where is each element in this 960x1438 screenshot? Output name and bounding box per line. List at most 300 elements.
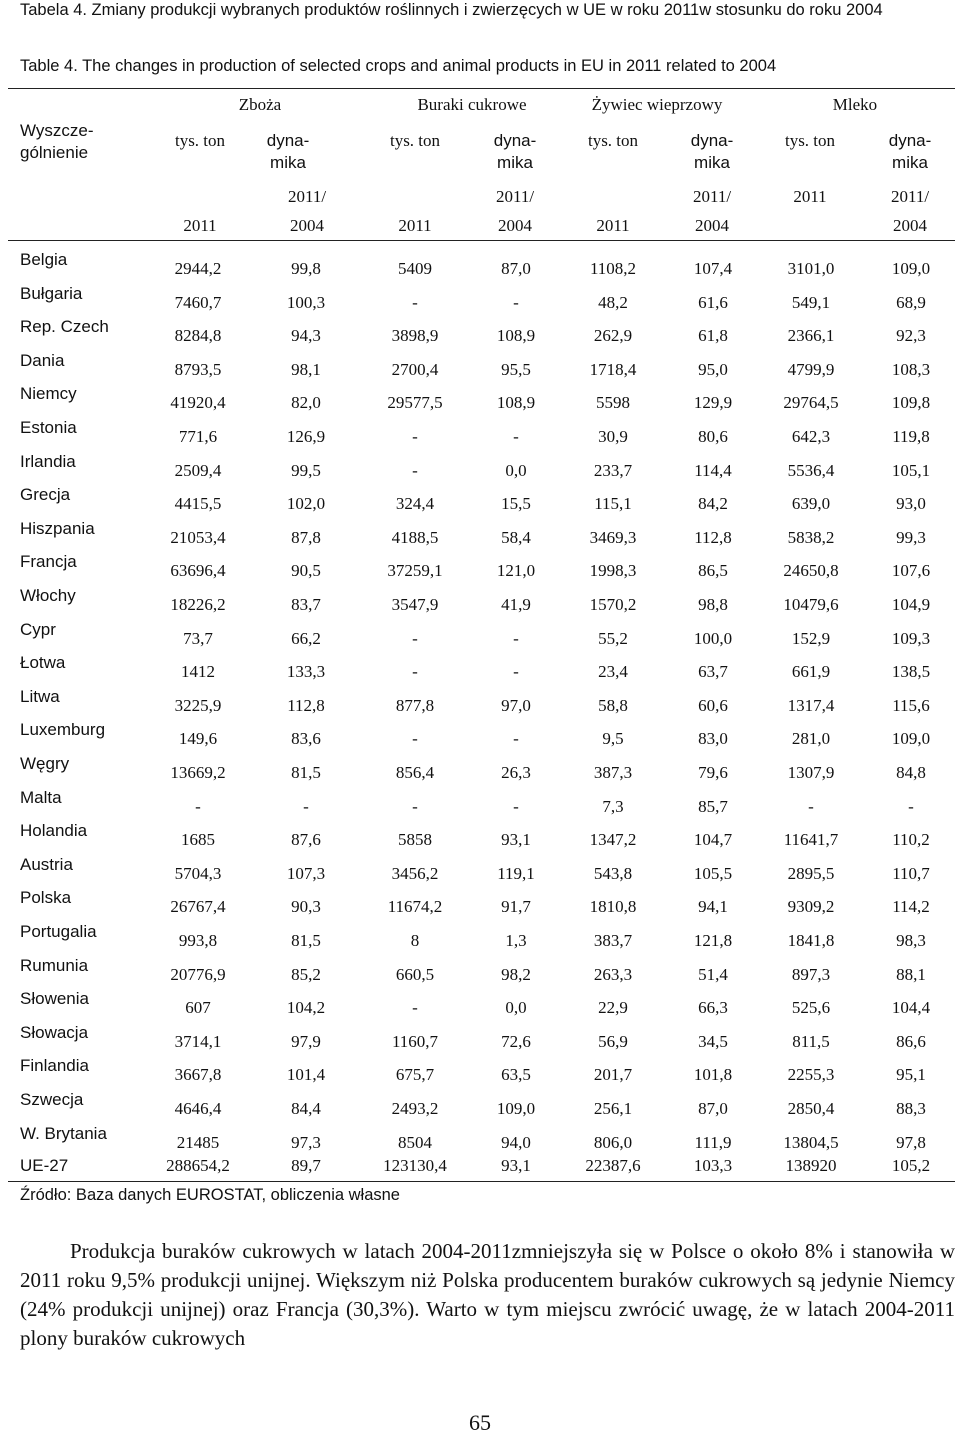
row-value: 66,2	[291, 629, 321, 648]
row-value: -	[908, 797, 914, 816]
table-row	[0, 788, 960, 821]
row-country: Rep. Czech	[20, 317, 109, 336]
row-value: 109,8	[891, 393, 931, 412]
year-ratio-bottom: 2004	[290, 216, 324, 235]
row-value: 114,2	[892, 897, 930, 916]
row-value: 26,3	[501, 763, 531, 782]
row-value: 104,9	[891, 595, 931, 614]
row-value: 263,3	[593, 965, 633, 984]
table-bottom-rule	[8, 1181, 955, 1182]
row-value: -	[513, 629, 519, 648]
row-value: 121,8	[693, 931, 733, 950]
row-value: 607	[185, 998, 211, 1017]
row-value: 101,8	[693, 1065, 733, 1084]
row-value: 897,3	[791, 965, 831, 984]
row-value: 63,7	[698, 662, 728, 681]
row-value: 133,3	[286, 662, 326, 681]
row-value: 642,3	[791, 427, 831, 446]
row-value: 7460,7	[174, 293, 222, 312]
row-value: 21053,4	[170, 528, 226, 547]
row-value: 4646,4	[174, 1099, 222, 1118]
row-country: Litwa	[20, 687, 60, 706]
year-label: 2011	[398, 216, 432, 235]
table-row	[0, 653, 960, 686]
row-value: 109,0	[496, 1099, 536, 1118]
row-value: 105,1	[891, 461, 931, 480]
row-value: 115,1	[594, 494, 632, 513]
row-value: 129,9	[693, 393, 733, 412]
row-value: 4799,9	[787, 360, 835, 379]
row-value: 1108,2	[589, 259, 637, 278]
row-value: 86,5	[698, 561, 728, 580]
year-ratio-top: 2011/	[692, 187, 732, 206]
row-value: 8	[410, 931, 420, 950]
year-ratio-bottom: 2004	[695, 216, 729, 235]
row-value: 84,4	[291, 1099, 321, 1118]
row-value: 1317,4	[787, 696, 835, 715]
row-country: Bułgaria	[20, 284, 83, 303]
year-ratio-bottom: 2004	[893, 216, 927, 235]
row-value: 37259,1	[387, 561, 443, 580]
row-value: 1,3	[505, 931, 527, 950]
row-value: 111,9	[694, 1133, 732, 1152]
table-row	[0, 586, 960, 619]
row-value: 22,9	[598, 998, 628, 1017]
row-country: Włochy	[20, 586, 76, 605]
row-value: -	[412, 662, 418, 681]
row-value: 3225,9	[174, 696, 222, 715]
row-value: 9,5	[602, 729, 624, 748]
row-value: 23,4	[598, 662, 628, 681]
table-row	[0, 384, 960, 417]
row-value: 61,6	[698, 293, 728, 312]
row-country: Luxemburg	[20, 720, 106, 739]
row-value: 29764,5	[783, 393, 839, 412]
table-top-rule	[8, 88, 955, 89]
row-value: 85,2	[291, 965, 321, 984]
row-value: 5838,2	[787, 528, 835, 547]
row-value: 123130,4	[383, 1156, 447, 1175]
subheader-tys-ton: tys. ton	[784, 131, 836, 150]
row-country: Portugalia	[20, 922, 97, 941]
row-value: 58,8	[598, 696, 628, 715]
row-value: 10479,6	[783, 595, 839, 614]
row-value: 115,6	[892, 696, 930, 715]
row-value: 2509,4	[174, 461, 222, 480]
header-label: Wyszcze- gólnienie	[20, 121, 94, 162]
row-value: 94,3	[291, 326, 321, 345]
row-value: 91,7	[501, 897, 531, 916]
row-value: 95,5	[501, 360, 531, 379]
row-value: 119,8	[892, 427, 930, 446]
row-value: 73,7	[183, 629, 213, 648]
row-value: 93,1	[501, 830, 531, 849]
row-value: 66,3	[698, 998, 728, 1017]
row-value: 5858	[398, 830, 432, 849]
row-value: 97,8	[896, 1133, 926, 1152]
row-value: -	[513, 662, 519, 681]
table-row	[0, 720, 960, 753]
table-row	[0, 754, 960, 787]
row-value: 98,3	[896, 931, 926, 950]
header-rule	[8, 240, 955, 241]
row-value: 41,9	[501, 595, 531, 614]
row-value: 81,5	[291, 931, 321, 950]
row-value: -	[513, 293, 519, 312]
row-country: Polska	[20, 888, 72, 907]
row-value: 324,4	[395, 494, 435, 513]
row-value: -	[412, 729, 418, 748]
row-value: 138,5	[891, 662, 931, 681]
row-value: 29577,5	[387, 393, 443, 412]
table-row	[0, 1056, 960, 1089]
row-value: 8793,5	[174, 360, 222, 379]
row-value: 660,5	[395, 965, 435, 984]
row-value: 2850,4	[787, 1099, 835, 1118]
row-country: Estonia	[20, 418, 77, 437]
row-value: -	[513, 427, 519, 446]
row-country: Holandia	[20, 821, 88, 840]
subheader-tys-ton: tys. ton	[174, 131, 226, 150]
group-header-cereals: Zboża	[238, 95, 282, 114]
row-value: 104,7	[693, 830, 733, 849]
body-paragraph	[20, 1237, 955, 1353]
row-country: Dania	[20, 351, 65, 370]
row-value: 1307,9	[787, 763, 835, 782]
row-value: 1347,2	[589, 830, 637, 849]
row-value: 90,5	[291, 561, 321, 580]
row-value: 675,7	[395, 1065, 435, 1084]
row-value: 5409	[398, 259, 432, 278]
row-value: -	[412, 797, 418, 816]
row-value: 806,0	[593, 1133, 633, 1152]
table-row	[0, 250, 960, 283]
row-value: 95,0	[698, 360, 728, 379]
row-value: 84,2	[698, 494, 728, 513]
row-country: W. Brytania	[20, 1124, 107, 1143]
row-value: 3456,2	[391, 864, 439, 883]
row-value: 80,6	[698, 427, 728, 446]
row-value: 88,1	[896, 965, 926, 984]
row-country: Belgia	[20, 250, 68, 269]
row-value: 90,3	[291, 897, 321, 916]
row-country: Słowenia	[20, 989, 89, 1008]
row-country: Malta	[20, 788, 62, 807]
row-country: Finlandia	[20, 1056, 89, 1075]
row-country: Grecja	[20, 485, 71, 504]
row-value: 97,0	[501, 696, 531, 715]
row-value: 288654,2	[166, 1156, 230, 1175]
row-value: 5598	[596, 393, 630, 412]
row-value: 13804,5	[783, 1133, 839, 1152]
row-country: Cypr	[20, 620, 56, 639]
table-row	[0, 317, 960, 350]
table-row	[0, 519, 960, 552]
row-value: -	[808, 797, 814, 816]
row-value: 18226,2	[170, 595, 226, 614]
row-value: 0,0	[505, 998, 527, 1017]
row-value: 152,9	[791, 629, 831, 648]
row-value: 1570,2	[589, 595, 637, 614]
row-value: 56,9	[598, 1032, 628, 1051]
year-label: 2011	[793, 187, 827, 206]
row-value: 110,7	[892, 864, 930, 883]
row-value: -	[412, 461, 418, 480]
row-value: 1718,4	[589, 360, 637, 379]
row-value: 9309,2	[787, 897, 835, 916]
subheader-dynamika: dyna- mika	[493, 131, 537, 172]
row-value: 41920,4	[170, 393, 226, 412]
page-number: 65	[469, 1410, 491, 1435]
row-country: Hiszpania	[20, 519, 95, 538]
row-value: -	[412, 998, 418, 1017]
row-value: 93,0	[896, 494, 926, 513]
row-value: 13669,2	[170, 763, 226, 782]
row-value: 108,9	[496, 326, 536, 345]
subheader-tys-ton: tys. ton	[587, 131, 639, 150]
row-value: 201,7	[593, 1065, 633, 1084]
row-value: 85,7	[698, 797, 728, 816]
row-value: 771,6	[178, 427, 218, 446]
table-row	[0, 1090, 960, 1123]
row-value: 58,4	[501, 528, 531, 547]
row-value: 103,3	[693, 1156, 733, 1175]
row-value: 1685	[181, 830, 215, 849]
row-value: 83,0	[698, 729, 728, 748]
row-value: 4188,5	[391, 528, 439, 547]
table-row	[0, 956, 960, 989]
row-value: 63,5	[501, 1065, 531, 1084]
table-row	[0, 552, 960, 585]
row-value: 99,8	[291, 259, 321, 278]
row-value: 79,6	[698, 763, 728, 782]
row-value: 3667,8	[174, 1065, 222, 1084]
row-value: 107,4	[693, 259, 733, 278]
row-value: 114,4	[694, 461, 732, 480]
table-row	[0, 989, 960, 1022]
row-value: 109,0	[891, 259, 931, 278]
table-row	[0, 922, 960, 955]
row-value: 102,0	[286, 494, 326, 513]
row-value: 86,6	[896, 1032, 926, 1051]
row-value: 87,6	[291, 830, 321, 849]
table-row	[0, 687, 960, 720]
row-value: 20776,9	[170, 965, 226, 984]
row-country: Łotwa	[20, 653, 66, 672]
row-value: 98,8	[698, 595, 728, 614]
row-value: 100,3	[286, 293, 326, 312]
table-row	[0, 620, 960, 653]
row-value: 109,0	[891, 729, 931, 748]
row-value: 48,2	[598, 293, 628, 312]
row-country: Węgry	[20, 754, 70, 773]
row-value: 87,0	[501, 259, 531, 278]
row-value: 63696,4	[170, 561, 226, 580]
row-country: Irlandia	[20, 452, 76, 471]
row-value: -	[513, 729, 519, 748]
row-value: 543,8	[593, 864, 633, 883]
row-value: 119,1	[497, 864, 535, 883]
row-value: 95,1	[896, 1065, 926, 1084]
row-value: 112,8	[694, 528, 732, 547]
table-row	[0, 485, 960, 518]
row-value: 21485	[176, 1133, 220, 1152]
row-value: 3101,0	[787, 259, 835, 278]
subheader-tys-ton: tys. ton	[389, 131, 441, 150]
row-value: 22387,6	[585, 1156, 641, 1175]
row-value: 105,5	[693, 864, 733, 883]
row-value: 83,6	[291, 729, 321, 748]
row-value: 55,2	[598, 629, 628, 648]
row-value: 5536,4	[787, 461, 835, 480]
row-value: 87,8	[291, 528, 321, 547]
table-row	[0, 888, 960, 921]
table-row	[0, 284, 960, 317]
row-country: UE-27	[20, 1156, 69, 1175]
subheader-dynamika: dyna- mika	[690, 131, 734, 172]
row-value: 108,3	[891, 360, 931, 379]
row-value: 87,0	[698, 1099, 728, 1118]
row-country: Austria	[20, 855, 73, 874]
row-value: 24650,8	[783, 561, 839, 580]
row-value: 8284,8	[174, 326, 222, 345]
row-value: 149,6	[178, 729, 218, 748]
row-value: 525,6	[791, 998, 831, 1017]
row-value: 3547,9	[391, 595, 439, 614]
row-value: 1841,8	[787, 931, 835, 950]
group-header-pork: Żywiec wieprzowy	[591, 95, 723, 114]
row-value: 98,1	[291, 360, 321, 379]
year-ratio-top: 2011/	[495, 187, 535, 206]
row-value: -	[195, 797, 201, 816]
row-country: Niemcy	[20, 384, 77, 403]
row-value: 121,0	[496, 561, 536, 580]
row-value: 3898,9	[391, 326, 439, 345]
row-value: 262,9	[593, 326, 633, 345]
row-value: 108,9	[496, 393, 536, 412]
row-value: 105,2	[891, 1156, 931, 1175]
row-country: Szwecja	[20, 1090, 84, 1109]
row-country: Rumunia	[20, 956, 89, 975]
table-row	[0, 418, 960, 451]
row-value: 7,3	[602, 797, 624, 816]
row-value: 93,1	[501, 1156, 531, 1175]
year-label: 2011	[596, 216, 630, 235]
row-value: -	[412, 427, 418, 446]
row-value: 281,0	[791, 729, 831, 748]
row-value: 97,3	[291, 1133, 321, 1152]
row-value: 5704,3	[174, 864, 222, 883]
row-value: 11641,7	[783, 830, 839, 849]
row-value: 94,0	[501, 1133, 531, 1152]
row-value: 1160,7	[391, 1032, 439, 1051]
row-value: 51,4	[698, 965, 728, 984]
row-value: 104,4	[891, 998, 931, 1017]
group-header-milk: Mleko	[832, 95, 878, 114]
year-ratio-top: 2011/	[890, 187, 930, 206]
row-value: 126,9	[286, 427, 326, 446]
table-caption-polish: Tabela 4. Zmiany produkcji wybranych produktów roślinnych i zwierzęcych w UE w roku 2011w stosunku do roku 2004	[20, 1, 883, 19]
row-value: 34,5	[698, 1032, 728, 1051]
source-note: Źródło: Baza danych EUROSTAT, obliczenia własne	[20, 1186, 400, 1204]
row-value: 8504	[398, 1133, 432, 1152]
row-value: 1810,8	[589, 897, 637, 916]
year-label: 2011	[183, 216, 217, 235]
row-value: 0,0	[505, 461, 527, 480]
row-value: 99,5	[291, 461, 321, 480]
group-header-sugar-beet: Buraki cukrowe	[417, 95, 527, 114]
row-value: 639,0	[791, 494, 831, 513]
row-value: 256,1	[593, 1099, 633, 1118]
row-value: 26767,4	[170, 897, 226, 916]
table-row	[0, 821, 960, 854]
row-country: Słowacja	[20, 1023, 89, 1042]
row-value: 107,6	[891, 561, 931, 580]
row-value: 3714,1	[174, 1032, 222, 1051]
row-value: 68,9	[896, 293, 926, 312]
row-value: 233,7	[593, 461, 633, 480]
row-value: 60,6	[698, 696, 728, 715]
row-value: -	[412, 629, 418, 648]
row-value: 877,8	[395, 696, 435, 715]
row-value: 89,7	[291, 1156, 321, 1175]
row-value: -	[303, 797, 309, 816]
row-country: Francja	[20, 552, 77, 571]
table-row	[0, 1023, 960, 1056]
table-row	[0, 452, 960, 485]
row-value: -	[412, 293, 418, 312]
row-value: 2700,4	[391, 360, 439, 379]
row-value: 72,6	[501, 1032, 531, 1051]
year-ratio-top: 2011/	[287, 187, 327, 206]
row-value: -	[513, 797, 519, 816]
row-value: 811,5	[792, 1032, 830, 1051]
row-value: 88,3	[896, 1099, 926, 1118]
row-value: 4415,5	[174, 494, 222, 513]
table-row	[0, 855, 960, 888]
row-value: 2255,3	[787, 1065, 835, 1084]
subheader-dynamika: dyna- mika	[888, 131, 932, 172]
row-value: 98,2	[501, 965, 531, 984]
row-value: 2366,1	[787, 326, 835, 345]
row-value: 30,9	[598, 427, 628, 446]
row-value: 92,3	[896, 326, 926, 345]
row-value: 104,2	[286, 998, 326, 1017]
row-value: 2493,2	[391, 1099, 439, 1118]
row-value: 82,0	[291, 393, 321, 412]
table-row	[0, 351, 960, 384]
row-value: 84,8	[896, 763, 926, 782]
paragraph-text: Produkcja buraków cukrowych w latach 2004-2011zmniejszyła się w Polsce o około 8% i stanowiła w 2011 roku 9,5% produkcji unijnej. Większym niż Polska producentem buraków cukrowych są jedynie Niemcy (24% produkcji unijnej) oraz Francja (30,3%). Warto w tym miejscu zwrócić uwagę, że w latach 2004-2011 plony buraków cukrowych	[20, 1239, 955, 1350]
row-value: 138920	[785, 1156, 837, 1175]
row-value: 1998,3	[589, 561, 637, 580]
row-value: 661,9	[791, 662, 831, 681]
row-value: 3469,3	[589, 528, 637, 547]
row-value: 97,9	[291, 1032, 321, 1051]
row-value: 101,4	[286, 1065, 326, 1084]
row-value: 110,2	[892, 830, 930, 849]
row-value: 94,1	[698, 897, 728, 916]
row-value: 856,4	[395, 763, 435, 782]
row-value: 11674,2	[387, 897, 443, 916]
row-value: 100,0	[693, 629, 733, 648]
row-value: 383,7	[593, 931, 633, 950]
row-value: 993,8	[178, 931, 218, 950]
row-value: 2895,5	[787, 864, 835, 883]
row-value: 112,8	[287, 696, 325, 715]
row-value: 107,3	[286, 864, 326, 883]
row-value: 15,5	[501, 494, 531, 513]
